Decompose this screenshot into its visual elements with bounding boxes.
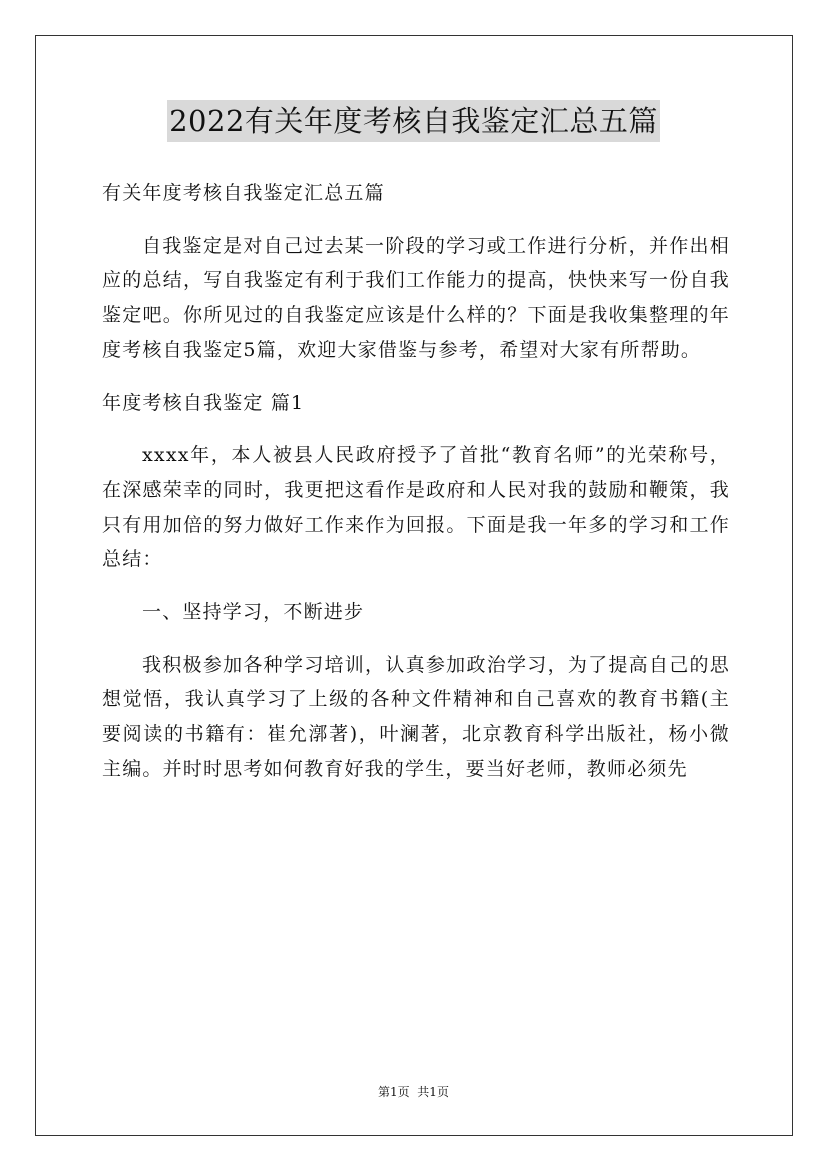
body-paragraph: 我积极参加各种学习培训，认真参加政治学习，为了提高自己的思想觉悟，我认真学习了上级的各种文件精神和自己喜欢的教育书籍(主要阅读的书籍有：崔允漷著)，叶澜著，北京教育科学出版社，杨小微主编。并时时思考如何教育好我的学生，要当好老师，教师必须先 xyxy=(102,653,730,780)
title-container xyxy=(0,100,827,142)
sub-heading: 一、坚持学习，不断进步 xyxy=(142,601,365,624)
body-paragraph: xxxx年，本人被县人民政府授予了首批“教育名师”的光荣称号，在深感荣幸的同时，我更把这看作是政府和人民对我的鼓励和鞭策，我只有用加倍的努力做好工作来作为回报。下面是我一年多的学习和工作总结： xyxy=(102,444,730,571)
page-footer: 第1页 共1页 xyxy=(378,1085,449,1099)
document-body xyxy=(102,176,730,787)
document-title: 2022有关年度考核自我鉴定汇总五篇 xyxy=(167,100,660,142)
section-heading: 年度考核自我鉴定 篇1 xyxy=(102,391,305,414)
document-subtitle: 有关年度考核自我鉴定汇总五篇 xyxy=(102,182,385,204)
intro-paragraph: 自我鉴定是对自己过去某一阶段的学习或工作进行分析，并作出相应的总结，写自我鉴定有利于我们工作能力的提高，快快来写一份自我鉴定吧。你所见过的自我鉴定应该是什么样的？下面是我收集整理的年度考核自我鉴定5篇，欢迎大家借鉴与参考，希望对大家有所帮助。 xyxy=(102,234,730,361)
